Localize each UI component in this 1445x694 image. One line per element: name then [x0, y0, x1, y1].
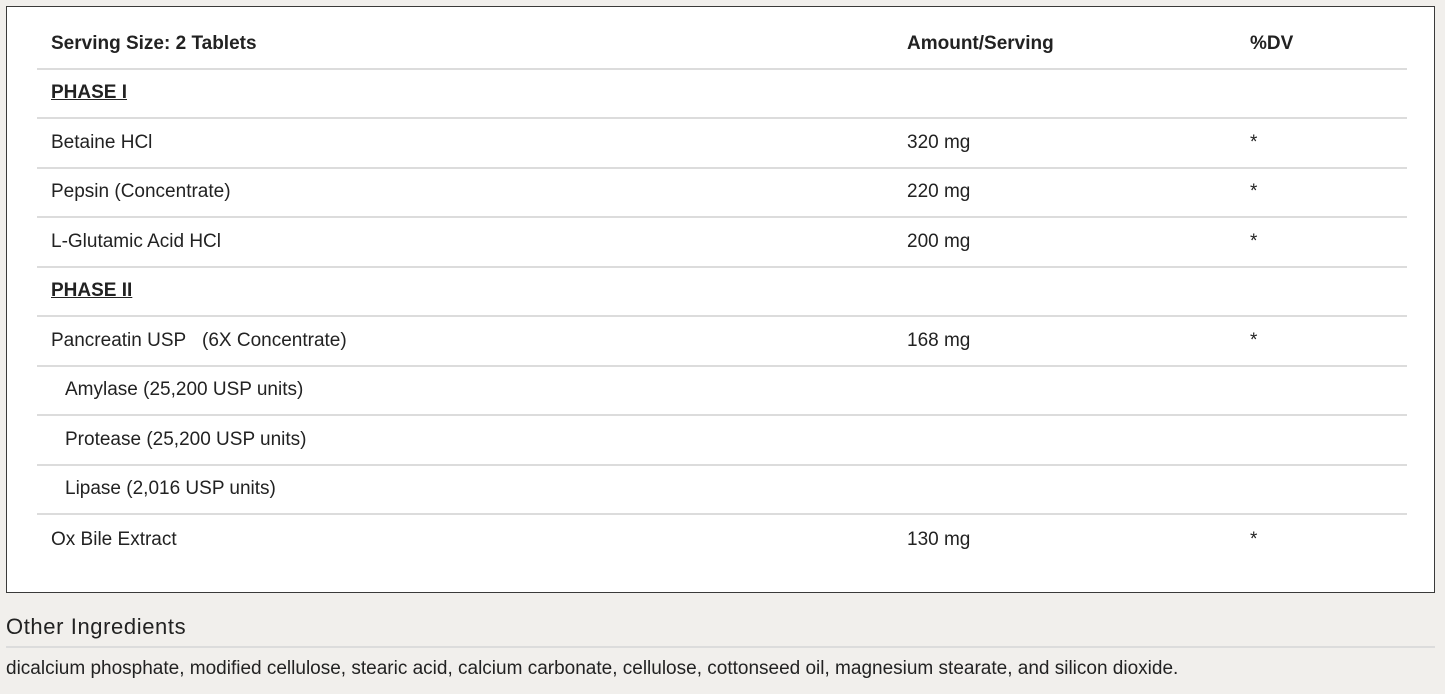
daily-value-header: %DV — [1250, 32, 1294, 54]
other-ingredients-title: Other Ingredients — [6, 614, 187, 639]
table-row — [37, 169, 1407, 219]
other-ingredients-text: dicalcium phosphate, modified cellulose, stearic acid, calcium carbonate, cellulose, cottonseed oil, magnesium stearate, and silicon dioxide. — [6, 658, 1179, 679]
phase-heading: PHASE I — [51, 82, 128, 104]
sub-ingredient-name: Protease (25,200 USP units) — [65, 428, 307, 450]
table-row — [37, 70, 1407, 120]
ingredient-dv: * — [1250, 528, 1258, 550]
ingredient-amount: 168 mg — [907, 329, 971, 351]
table-row — [37, 218, 1407, 268]
ingredient-name: Ox Bile Extract — [51, 528, 177, 550]
ingredient-dv: * — [1250, 329, 1258, 351]
table-row — [37, 119, 1407, 169]
table-header-row — [37, 20, 1407, 70]
ingredient-name: L-Glutamic Acid HCl — [51, 230, 221, 252]
ingredient-amount: 220 mg — [907, 181, 971, 203]
table-row — [37, 317, 1407, 367]
ingredient-dv: * — [1250, 230, 1258, 252]
sub-ingredient-name: Lipase (2,016 USP units) — [65, 478, 276, 500]
ingredient-name: Pancreatin USP (6X Concentrate) — [51, 329, 347, 351]
table-row — [37, 515, 1407, 565]
table-row — [37, 268, 1407, 318]
ingredient-dv: * — [1250, 181, 1258, 203]
supplement-facts-table — [37, 20, 1407, 565]
supplement-facts-panel — [6, 6, 1435, 593]
serving-size-header: Serving Size: 2 Tablets — [51, 32, 257, 54]
ingredient-name: Pepsin (Concentrate) — [51, 181, 231, 203]
divider — [6, 646, 1435, 648]
sub-ingredient-name: Amylase (25,200 USP units) — [65, 379, 304, 401]
ingredient-dv: * — [1250, 131, 1258, 153]
ingredient-amount: 320 mg — [907, 131, 971, 153]
amount-per-serving-header: Amount/Serving — [907, 32, 1054, 54]
ingredient-amount: 130 mg — [907, 528, 971, 550]
ingredient-name: Betaine HCl — [51, 131, 153, 153]
phase-heading: PHASE II — [51, 280, 133, 302]
table-row — [37, 416, 1407, 466]
ingredient-amount: 200 mg — [907, 230, 971, 252]
table-row — [37, 367, 1407, 417]
table-row — [37, 466, 1407, 516]
